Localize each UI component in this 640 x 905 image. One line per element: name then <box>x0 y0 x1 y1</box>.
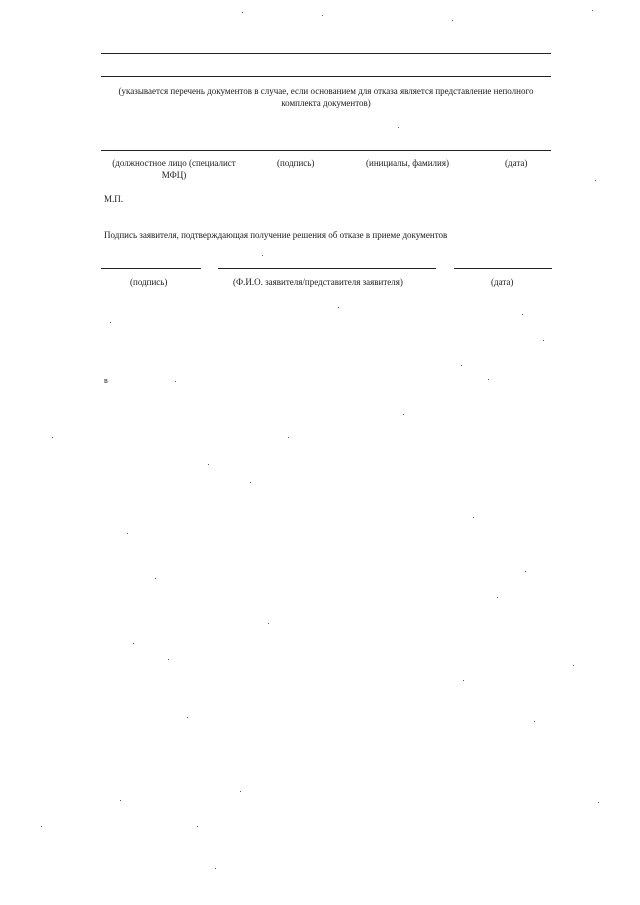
blank-line-1 <box>101 53 551 54</box>
scan-speck <box>473 517 474 518</box>
scan-speck <box>398 127 399 128</box>
scan-speck <box>322 15 323 16</box>
scan-speck <box>461 365 462 366</box>
scan-speck <box>215 868 216 869</box>
scan-speck <box>288 437 289 438</box>
scan-speck <box>155 578 156 579</box>
scan-speck <box>592 10 593 11</box>
applicant-signature-label: (подпись) <box>130 277 168 287</box>
scan-speck <box>598 802 599 803</box>
scan-speck <box>543 340 544 341</box>
applicant-date-line <box>454 268 552 269</box>
scan-speck <box>522 314 523 315</box>
scan-speck <box>403 414 404 415</box>
scan-speck <box>240 791 241 792</box>
applicant-name-line <box>218 268 436 269</box>
scan-speck <box>175 381 176 382</box>
scan-speck <box>525 571 526 572</box>
scan-speck <box>534 721 535 722</box>
scan-speck <box>573 665 574 666</box>
official-initials-label: (инициалы, фамилия) <box>366 158 449 168</box>
scan-speck <box>197 826 198 827</box>
scan-speck <box>595 180 596 181</box>
official-signature-line <box>101 150 551 151</box>
scan-speck <box>488 379 489 380</box>
scan-speck <box>168 659 169 660</box>
scan-speck <box>187 717 188 718</box>
scan-speck <box>242 12 243 13</box>
stray-mark: в <box>104 376 108 385</box>
scan-speck <box>110 322 111 323</box>
scan-speck <box>497 597 498 598</box>
scan-speck <box>268 623 269 624</box>
scan-speck <box>120 800 121 801</box>
scan-speck <box>262 255 263 256</box>
official-label: (должностное лицо (специалист МФЦ) <box>112 158 236 180</box>
scan-speck <box>127 533 128 534</box>
stamp-place: М.П. <box>104 194 124 204</box>
blank-line-2 <box>101 76 551 77</box>
scan-speck <box>208 464 209 465</box>
applicant-date-label: (дата) <box>491 277 514 287</box>
scan-speck <box>52 437 53 438</box>
applicant-confirmation: Подпись заявителя, подтверждающая получение решения об отказе в приеме документов <box>104 230 448 240</box>
official-signature-label: (подпись) <box>277 158 315 168</box>
documents-note: (указывается перечень документов в случае, если основанием для отказа является представление неполного комплекта документов) <box>118 86 534 108</box>
applicant-signature-line <box>101 268 201 269</box>
scan-speck <box>463 680 464 681</box>
scan-speck <box>250 482 251 483</box>
applicant-name-label: (Ф.И.О. заявителя/представителя заявителя) <box>233 277 403 287</box>
scan-speck <box>338 307 339 308</box>
scan-speck <box>41 826 42 827</box>
scan-speck <box>133 643 134 644</box>
official-date-label: (дата) <box>505 158 528 168</box>
scan-speck <box>452 20 453 21</box>
